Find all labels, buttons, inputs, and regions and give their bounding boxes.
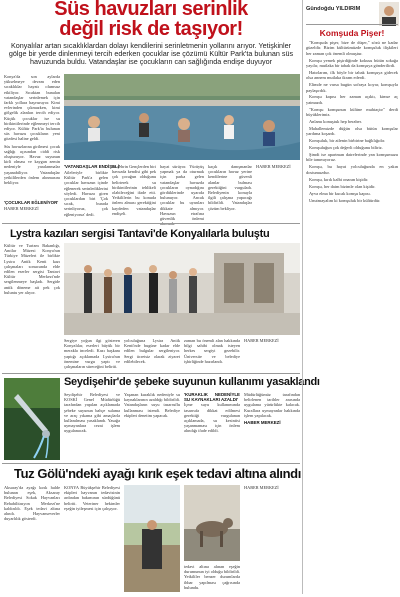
story1-photo bbox=[64, 74, 300, 160]
story1-deck: Konyalılar artan sıcaklıklardan dolayı kendilerini serinletmenin yollarını arıyor. Yetişkinler gölge bir yerde dinlenmeyi tercih ederken çocuklar ise çözümü Kültür Park'ta bulunan süs havuzunda buldu. Vatandaşlar ise çocukların can sağlığında endişe duyuyor bbox=[8, 41, 294, 67]
story1-col1-subheading: 'ÇOCUKLAR EĞLENİYOR' bbox=[4, 200, 59, 205]
story4-text-col4: HABER MERKEZİ bbox=[244, 485, 279, 490]
story2-text-col1: Kültür ve Turizm Bakanlığı, Anıtlar Müzesi Konya'nın Türkiye Müzeleri ile birlikte Lystra Antik Kenti kazı çalışmaları sonucunda elde edilen eserler sergisi Tantavi Kültür Merkezi'nde sergilenmeye başladı. Sergide antik döneme ait pek çok buluntu yer alıyor. bbox=[4, 243, 60, 295]
story1-text-col5: kaçık danışmanlar çocukların havuz yerine kendilerine güvenli alanlar bulması gerektiğini vurguladı. Belediyenin konuyla ilgili çalışma yapacağı bildirildi. Vatandaşlar çözüm bekliyor. bbox=[208, 164, 252, 211]
story2-text-col3: yolculuğuna Lystra Antik Kenti'nde bugüne kadar elde edilen bulgular sergileniyor. Sergi ücretsiz olarak ziyaret edilebilecek. bbox=[124, 338, 180, 364]
column-author-name: Gündoğdu YILDIRIM bbox=[306, 6, 361, 12]
column-paragraph: Komşu, her daim bizimle olan kişidir. bbox=[309, 183, 376, 189]
column-paragraph: "Komşuda pişer, bize de düşer," sözü ne kadar güzeldir. Bizim kültürümüzde komşuluk ilişkileri her zaman çok önemli olmuştur. bbox=[306, 40, 398, 56]
story4-text-col3: tedavi altına alınan eşeğin durumunun iyi olduğu bildirildi. Yetkililer benzer durumlarda ihbar yapılması çağrısında bulundu. bbox=[184, 564, 240, 590]
story3-subheading: 'KURAKLIK NEDENİYLE SU KAYNAKLARI AZALDI' bbox=[184, 392, 240, 403]
story2-text-col2: Sergiye yoğun ilgi gösteren Konyalılar, eserleri büyük bir merakla inceledi. Kazı başkanı yaptığı açıklamada Lystra'nın önemine vurgu yaptı ve çalışmaların süreceğini belirtti. bbox=[64, 338, 120, 370]
column-paragraph: Şimdi ise apartman dairelerinde yan komşumuzu bile tanımıyoruz. bbox=[306, 152, 398, 163]
column-paragraph: Komşuluğun çok değerli olduğunu biliriz. bbox=[309, 145, 383, 151]
story1-headline bbox=[2, 0, 300, 38]
column-paragraph: Komşu, bu hayat yolculuğunda en yakın dostumuzdur. bbox=[306, 164, 398, 175]
story4-headline: Tuz Gölü'ndeki ayağı kırık eşek tedavi altına alındı bbox=[14, 466, 301, 481]
column-rule bbox=[306, 24, 398, 25]
story1-text-col3: ile şehrin Gençlerden biri havuzda kendisi gibi pek çok çocuğun olduğunu belirterek su birikintilerinin tehlikeli olabileceğini ifade etti. Yetkililerin bu konuda önlem alması gerektiğini kaydeden vatandaşlar endişeli. bbox=[112, 164, 156, 216]
column-paragraph: Komşu yemek pişirdiğinde kokusu bütün sokağa yayılır, mutlaka bir tabak da komşuya gönderilirdi. bbox=[306, 57, 398, 68]
story1-headline-line2: değil risk de taşıyor! bbox=[59, 18, 243, 40]
story3-text-col4 bbox=[244, 392, 300, 458]
story4-photo-left bbox=[124, 485, 180, 592]
story2-headline: Lystra kazıları sergisi Tantavi'de Konyalılarla buluştu bbox=[10, 228, 270, 240]
story1-col1-para-a: Konya'da son aylarda yükselmeye devam eden sıcaklıklar hayatı olumsuz etkiliyor. Sıcaktan bunalan vatandaşlar serinlemek için farklı yollara başvuruyor. Kimi evlerinden çıkmazken, kimi gölgelik alanları tercih ediyor. Küçük çocuklar ise su birikintilerinde eğlenmeyi tercih ediyor. Kültür Park'ta bulunan süs havuzu çocukların yeni gözdesi haline geldi. bbox=[4, 74, 60, 142]
story1-byline: HABER MERKEZİ bbox=[4, 206, 39, 211]
main-column-area bbox=[2, 0, 320, 594]
story1-col1-para-b: Süs havuzlarına girilmesi çocuk sağlığı açısından ciddi risk oluşturuyor. Havuz suyunun kirli olması ve kaygan zemin nedeniyle yaralanmalar yaşanabiliyor. Vatandaşlar yetkililerden önlem alınmasını bekliyor. bbox=[4, 143, 60, 186]
column-paragraph: "Komşu komşunun külüne muhtaçtır" derdi büyüklerimiz. bbox=[306, 106, 398, 118]
story4-photo-right bbox=[184, 485, 240, 561]
story1-text-col2: Aileleriyle birlikte Kültür Park'a gelen çocuklar havuzun içinde eğlenerek serinlediklerini söyledi. Havuza giren çocuklardan biri 'Çok sıcak, burada serinliyoruz, çok eğleniyoruz' dedi. bbox=[64, 170, 108, 217]
column-title: Komşuda Pişer! bbox=[319, 28, 385, 38]
author-photo bbox=[379, 2, 399, 26]
story2-text-col5: HABER MERKEZİ bbox=[244, 338, 279, 343]
story3-col3-text: İçme suyu kullanımında tasarrufa dikkat edilmesi gerektiği vurgulanan açıklamada, su kesintisi yaşanmaması için önlem alındığı ifade edildi. bbox=[184, 402, 240, 434]
story2-text-col4: zaman bu önemli alan hakkında bilgi sahibi olmak isteyen herkes sergiyi gezebilir. Üniversite ve belediye işbirliğinde hazırlandı. bbox=[184, 338, 240, 364]
divider-3 bbox=[2, 463, 300, 464]
story1-text-col6: HABER MERKEZİ bbox=[256, 164, 291, 169]
column-paragraph: Komşu, kırık kalbi onaran kişidir. bbox=[309, 176, 369, 182]
story3-text-col2: Yaşanan kuraklık nedeniyle su kaynaklarının azaldığı bildirildi. Vatandaşların suyu tasarruflu kullanması istendi. Belediye ekipleri denetim yapacak. bbox=[124, 392, 180, 418]
column-paragraph: Komşu kapısı her zaman açıktı, kimse aç yatmazdı. bbox=[306, 94, 398, 105]
story1-caption-subheading: 'VATANDAŞLAR ENDİŞELİ' bbox=[64, 164, 120, 169]
story4-text-col2: KONYA Büyükşehir Belediyesi ekipleri hayvanın tedavisinin ardından bakımının sürdüğünü belirtti. Veteriner hekimler eşeğin iyileşmesi için çalışıyor. bbox=[64, 485, 120, 511]
column-body bbox=[306, 40, 398, 204]
story3-headline: Seydişehir'de şebeke suyunun kullanımı yasaklandı bbox=[64, 376, 320, 388]
story3-text-col1: Seydişehir Belediyesi ve KOSKİ Genel Müdürlüğü tarafından yapılan açıklamada şebeke suyunun bahçe sulama ve araç yıkama gibi amaçlarla kullanılması yasaklandı. Yasağa uymayanlara cezai işlem uygulanacak. bbox=[64, 392, 120, 434]
story1-text-col1b bbox=[4, 206, 60, 218]
opinion-column bbox=[302, 0, 400, 594]
column-paragraph: Ayva elma bir kucak komşu kapısı. bbox=[309, 190, 371, 196]
column-paragraph: Elimde ne varsa bugün sofraya koyar, komşuyla paylaşırdık. bbox=[306, 82, 398, 93]
story1-headline-line1: Süs havuzları serinlik bbox=[54, 0, 248, 20]
story2-photo bbox=[64, 243, 300, 335]
column-paragraph: Unutmayalım ki komşuluk bir kültürdür. bbox=[309, 197, 381, 203]
story1-text-col4: hayat sürüyor. Yürüyüş yapmak ya da oturmak için parka gelen vatandaşlar havuzda çocukların oynadığını gördüklerinde uyarıda bulunuyor. Ancak çocuklar bu uyarıları dikkate almıyor. Havuzun etrafına güvenlik önlemi bbox=[160, 164, 204, 222]
story3-text-col3 bbox=[184, 392, 240, 458]
story4-text-col1: Aksaray'da ayağı kırık halde bulunan eşek, Aksaray Belediyesi Sokak Hayvanları Rehabilitasyon Merkezi'ne kaldırıldı. Eşek tedavi altına alındı. Hayvanseverler duyarlılık gösterdi. bbox=[4, 485, 60, 522]
column-paragraph: Hatırlarım, ilk böyle bir tabak komşuya gidecek olsa annem mutlaka ikram ederdi. bbox=[306, 69, 398, 81]
story3-col4-text: Müdürlüğümüz tarafından belirlenen tarihler arasında uygulama yürürlükte kalacak. Kurallara uymayanlar hakkında işlem yapılacak. bbox=[244, 392, 300, 418]
story3-byline: HABER MERKEZİ bbox=[244, 420, 281, 426]
divider-1 bbox=[2, 223, 300, 224]
story1-text-col1 bbox=[4, 74, 60, 199]
column-paragraph: Anlamı konuştuk hep beraber. bbox=[309, 119, 362, 125]
column-paragraph: Komşuluk, bir ailenin birbirine bağlılığıdır. bbox=[309, 138, 386, 144]
divider-2 bbox=[2, 373, 300, 374]
column-paragraph: Mahallemizde düğün olsa bütün komşular yardıma koşardı. bbox=[306, 125, 398, 137]
story3-photo bbox=[4, 378, 60, 460]
